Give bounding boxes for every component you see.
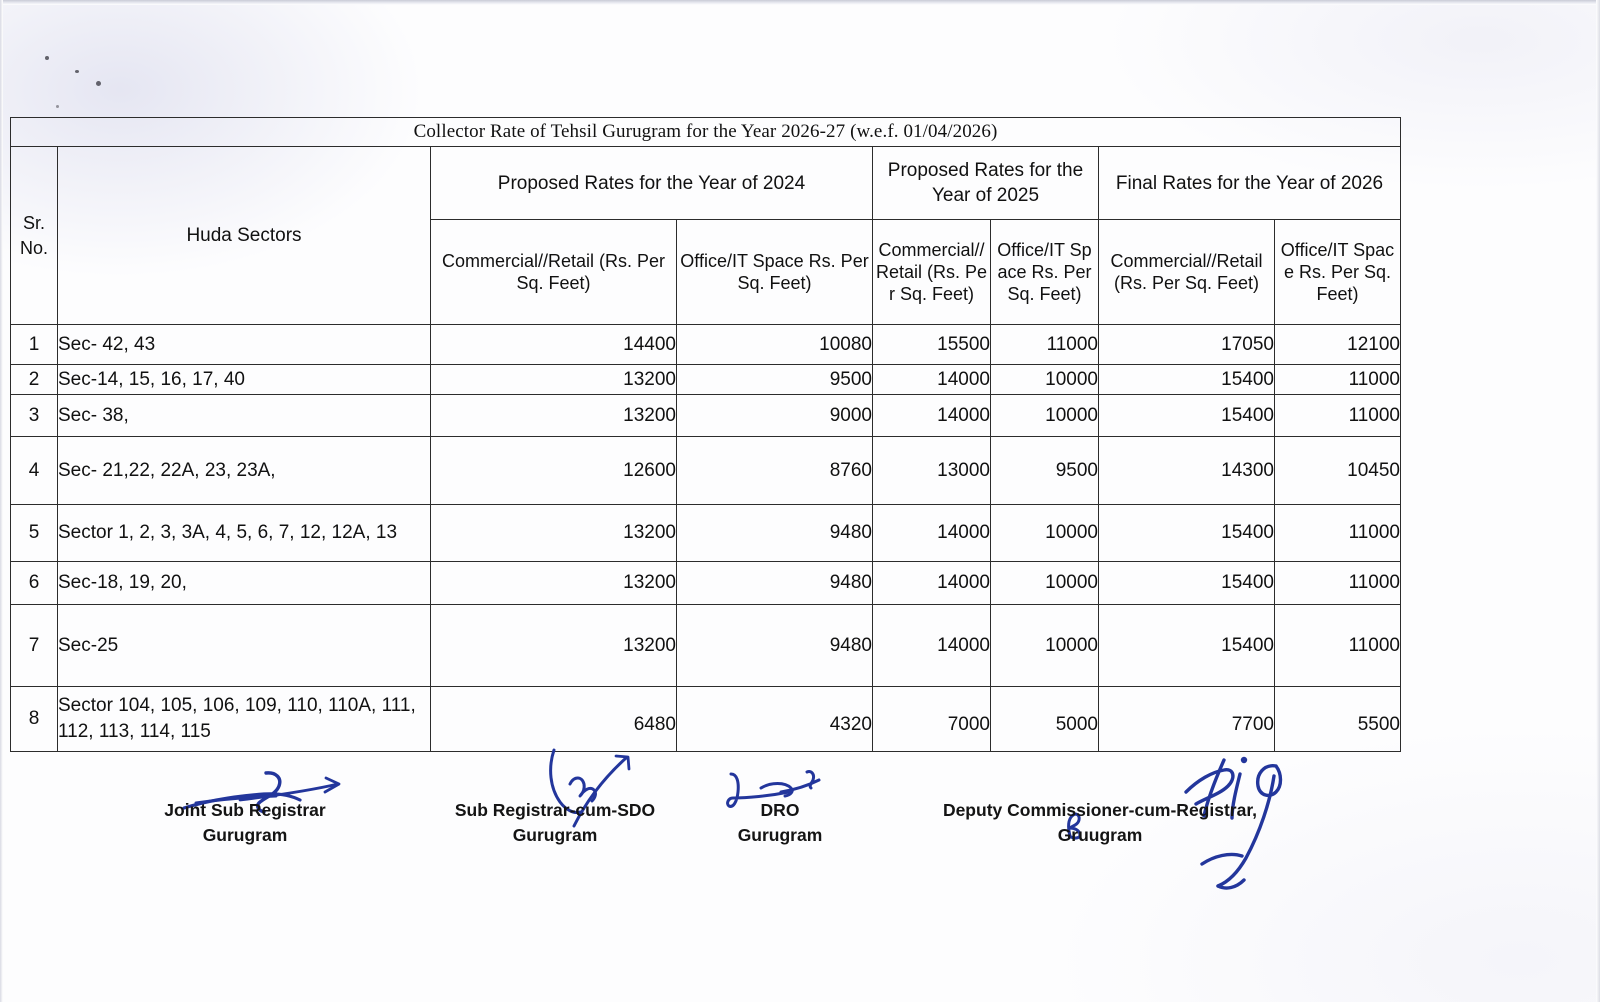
cell-2026-commercial: 15400 bbox=[1099, 605, 1275, 687]
cell-2026-office: 11000 bbox=[1275, 605, 1401, 687]
table-row bbox=[11, 325, 1401, 365]
page-title: Collector Rate of Tehsil Gurugram for the Year 2026-27 (w.e.f. 01/04/2026) bbox=[11, 118, 1401, 147]
header-2025-commercial: Commercial//Retail (Rs. Per Sq. Feet) bbox=[873, 220, 991, 325]
cell-sectors: Sector 104, 105, 106, 109, 110, 110A, 111, 112, 113, 114, 115 bbox=[58, 687, 431, 752]
table-row bbox=[11, 505, 1401, 562]
cell-2024-commercial: 12600 bbox=[431, 437, 677, 505]
cell-2024-commercial: 13200 bbox=[431, 505, 677, 562]
cell-2026-office: 11000 bbox=[1275, 395, 1401, 437]
cell-sectors: Sector 1, 2, 3, 3A, 4, 5, 6, 7, 12, 12A, 13 bbox=[58, 505, 431, 562]
cell-2024-office: 9000 bbox=[677, 395, 873, 437]
cell-2025-office: 10000 bbox=[991, 562, 1099, 605]
cell-sectors: Sec- 42, 43 bbox=[58, 325, 431, 365]
header-group-2026: Final Rates for the Year of 2026 bbox=[1099, 147, 1401, 220]
cell-2026-office: 5500 bbox=[1275, 687, 1401, 752]
cell-2026-commercial: 15400 bbox=[1099, 505, 1275, 562]
header-huda-sectors-label: Huda Sectors bbox=[186, 225, 302, 246]
scan-speck bbox=[75, 70, 79, 73]
signature-title: Sub Registrar-cum-SDO bbox=[454, 800, 656, 820]
cell-2025-office: 5000 bbox=[991, 687, 1099, 752]
signature-label-sub-registrar-cum-sdo bbox=[440, 798, 670, 848]
table-row bbox=[11, 395, 1401, 437]
cell-sectors: Sec-18, 19, 20, bbox=[58, 562, 431, 605]
header-sr-no bbox=[11, 147, 58, 325]
scan-speck bbox=[96, 81, 101, 86]
cell-2025-commercial: 14000 bbox=[873, 395, 991, 437]
cell-2026-office: 11000 bbox=[1275, 365, 1401, 395]
signature-row bbox=[0, 752, 1600, 892]
cell-2026-commercial: 14300 bbox=[1099, 437, 1275, 505]
scan-speck bbox=[45, 56, 49, 60]
cell-2025-office: 9500 bbox=[991, 437, 1099, 505]
signature-title: Deputy Commissioner-cum-Registrar, bbox=[942, 800, 1258, 820]
cell-2024-office: 9480 bbox=[677, 505, 873, 562]
cell-2024-office: 9480 bbox=[677, 562, 873, 605]
cell-2025-commercial: 15500 bbox=[873, 325, 991, 365]
table-row bbox=[11, 562, 1401, 605]
cell-sectors: Sec-14, 15, 16, 17, 40 bbox=[58, 365, 431, 395]
collector-rate-table-container bbox=[10, 117, 1400, 752]
cell-2024-commercial: 14400 bbox=[431, 325, 677, 365]
cell-sr: 5 bbox=[11, 505, 58, 562]
cell-2026-commercial: 17050 bbox=[1099, 325, 1275, 365]
signature-title: DRO bbox=[760, 800, 800, 820]
header-2024-commercial: Commercial//Retail (Rs. Per Sq. Feet) bbox=[431, 220, 677, 325]
cell-sr: 7 bbox=[11, 605, 58, 687]
cell-2025-commercial: 14000 bbox=[873, 605, 991, 687]
cell-2025-office: 10000 bbox=[991, 365, 1099, 395]
cell-2024-commercial: 13200 bbox=[431, 562, 677, 605]
cell-2025-commercial: 14000 bbox=[873, 365, 991, 395]
header-group-2025: Proposed Rates for the Year of 2025 bbox=[873, 147, 1099, 220]
scan-speck bbox=[56, 105, 59, 108]
cell-2025-office: 11000 bbox=[991, 325, 1099, 365]
cell-2024-office: 10080 bbox=[677, 325, 873, 365]
cell-sectors: Sec-25 bbox=[58, 605, 431, 687]
cell-2026-office: 12100 bbox=[1275, 325, 1401, 365]
cell-sr: 2 bbox=[11, 365, 58, 395]
cell-2025-office: 10000 bbox=[991, 505, 1099, 562]
header-group-2024: Proposed Rates for the Year of 2024 bbox=[431, 147, 873, 220]
cell-2026-commercial: 15400 bbox=[1099, 365, 1275, 395]
cell-2025-commercial: 14000 bbox=[873, 505, 991, 562]
cell-2025-commercial: 13000 bbox=[873, 437, 991, 505]
cell-2025-office: 10000 bbox=[991, 605, 1099, 687]
table-row bbox=[11, 437, 1401, 505]
signature-label-dro bbox=[700, 798, 860, 848]
cell-2026-office: 11000 bbox=[1275, 562, 1401, 605]
cell-2024-office: 8760 bbox=[677, 437, 873, 505]
cell-2025-commercial: 14000 bbox=[873, 562, 991, 605]
cell-sr: 6 bbox=[11, 562, 58, 605]
header-2026-commercial: Commercial//Retail (Rs. Per Sq. Feet) bbox=[1099, 220, 1275, 325]
cell-2026-commercial: 15400 bbox=[1099, 395, 1275, 437]
header-sr-no-label: Sr. No. bbox=[19, 212, 48, 258]
signature-label-joint-sub-registrar bbox=[145, 798, 345, 848]
scan-top-edge bbox=[0, 0, 1600, 5]
table-row bbox=[11, 687, 1401, 752]
signature-place: Gurugram bbox=[512, 825, 598, 845]
table-row bbox=[11, 365, 1401, 395]
signature-title: Joint Sub Registrar bbox=[164, 800, 326, 820]
cell-2024-office: 9500 bbox=[677, 365, 873, 395]
header-2026-office: Office/IT Space Rs. Per Sq. Feet) bbox=[1275, 220, 1401, 325]
cell-sr: 3 bbox=[11, 395, 58, 437]
cell-2024-office: 4320 bbox=[677, 687, 873, 752]
cell-2024-commercial: 13200 bbox=[431, 605, 677, 687]
cell-2025-office: 10000 bbox=[991, 395, 1099, 437]
cell-2026-commercial: 7700 bbox=[1099, 687, 1275, 752]
cell-sr: 1 bbox=[11, 325, 58, 365]
cell-2024-office: 9480 bbox=[677, 605, 873, 687]
signature-label-deputy-commissioner bbox=[910, 798, 1290, 848]
cell-sr: 4 bbox=[11, 437, 58, 505]
cell-sr: 8 bbox=[11, 687, 58, 752]
cell-2024-commercial: 6480 bbox=[431, 687, 677, 752]
cell-2026-commercial: 15400 bbox=[1099, 562, 1275, 605]
cell-sectors: Sec- 38, bbox=[58, 395, 431, 437]
header-huda-sectors bbox=[58, 147, 431, 325]
cell-sectors: Sec- 21,22, 22A, 23, 23A, bbox=[58, 437, 431, 505]
collector-rate-table bbox=[10, 117, 1401, 752]
cell-2025-commercial: 7000 bbox=[873, 687, 991, 752]
cell-2024-commercial: 13200 bbox=[431, 365, 677, 395]
signature-place: Gruugram bbox=[1057, 825, 1143, 845]
cell-2024-commercial: 13200 bbox=[431, 395, 677, 437]
header-2024-office: Office/IT Space Rs. Per Sq. Feet) bbox=[677, 220, 873, 325]
signature-place: Gurugram bbox=[202, 825, 288, 845]
signature-place: Gurugram bbox=[737, 825, 823, 845]
group-header-row bbox=[11, 147, 1401, 220]
cell-2026-office: 10450 bbox=[1275, 437, 1401, 505]
header-2025-office: Office/IT Space Rs. Per Sq. Feet) bbox=[991, 220, 1099, 325]
table-title-row bbox=[11, 118, 1401, 147]
cell-2026-office: 11000 bbox=[1275, 505, 1401, 562]
table-row bbox=[11, 605, 1401, 687]
